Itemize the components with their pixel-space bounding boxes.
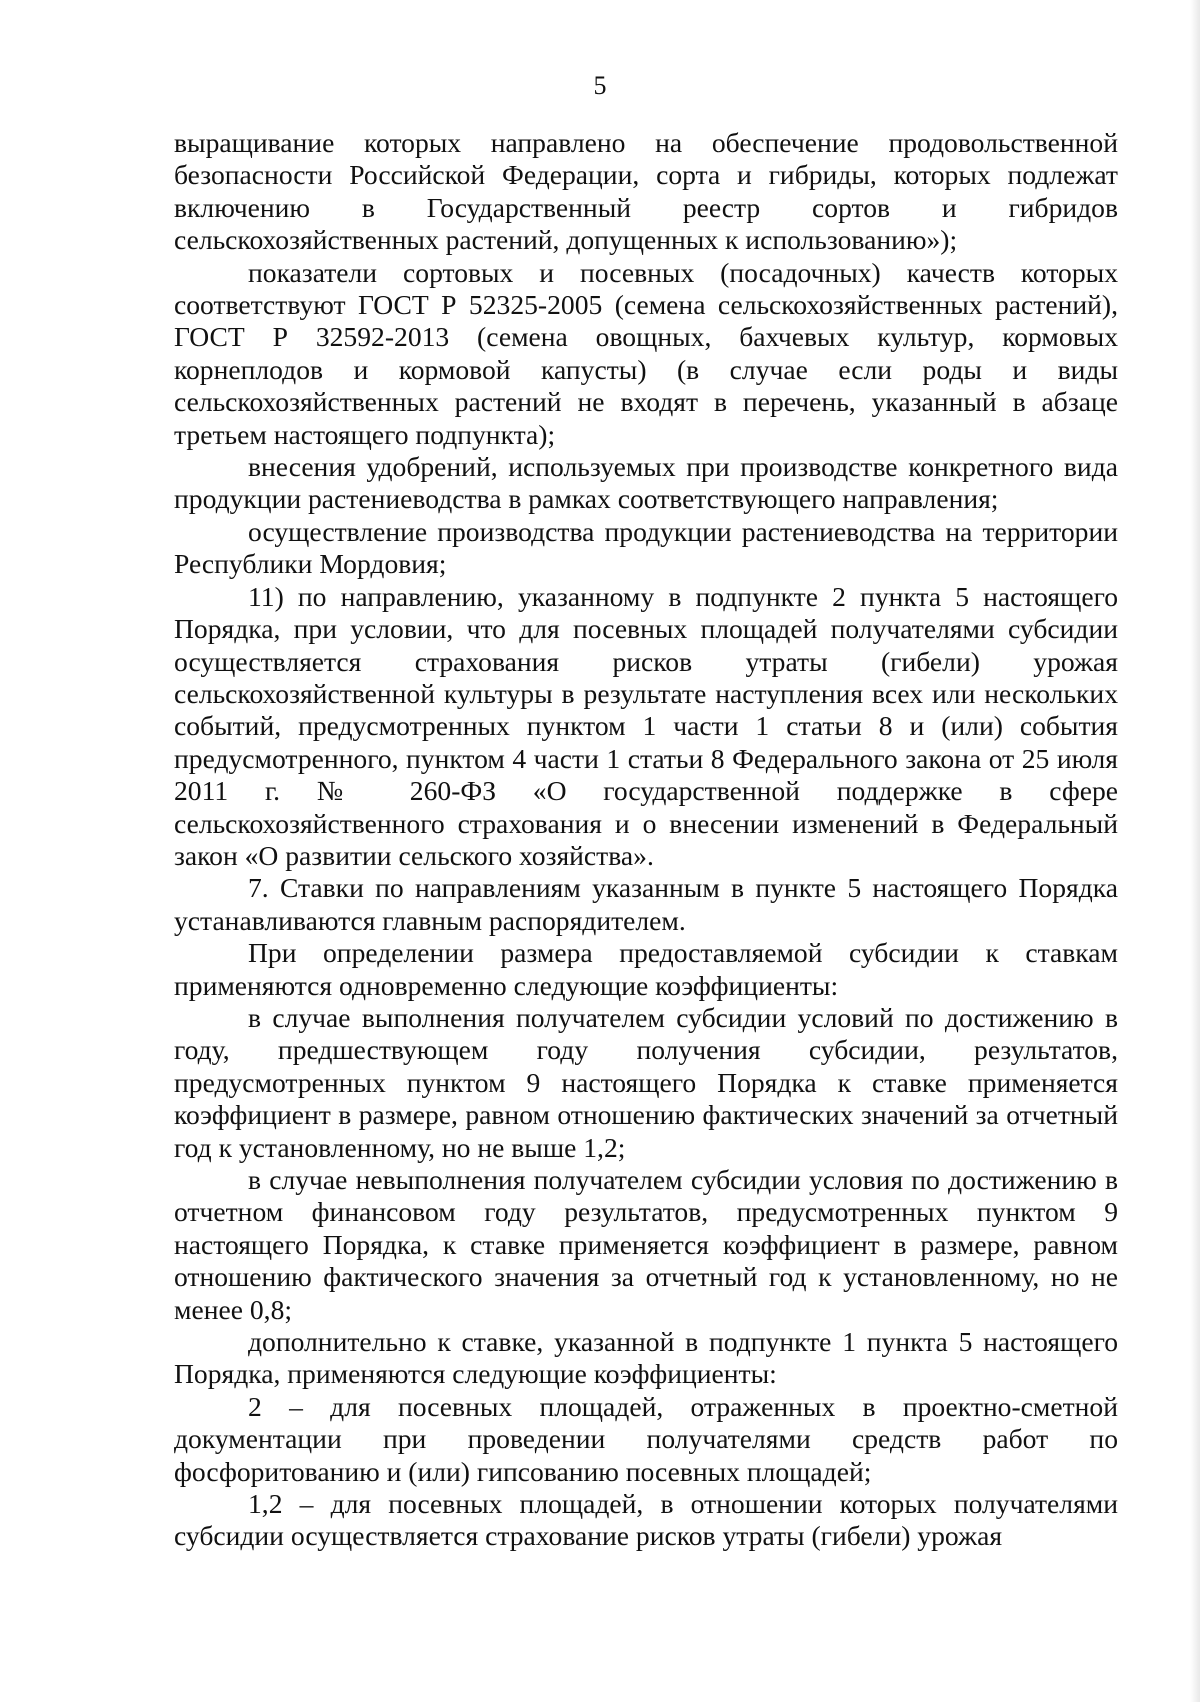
paragraph: показатели сортовых и посевных (посадочных) качеств которых соответствуют ГОСТ Р 52325-2005 (семена сельскохозяйственных растений), ГОСТ Р 32592-2013 (семена овощных, бахчевых культур, кормовых корнеплодов и кормовой капусты) (в случае если роды и виды сельскохозяйственных растений не входят в перечень, указанный в абзаце третьем настоящего подпункта);: [174, 256, 1118, 450]
paragraph: При определении размера предоставляемой субсидии к ставкам применяются одновременно следующие коэффициенты:: [174, 937, 1118, 1001]
paragraph: внесения удобрений, используемых при производстве конкретного вида продукции растениеводства в рамках соответствующего направления;: [174, 451, 1118, 515]
scan-edge-shadow: [1190, 0, 1200, 1702]
paragraph: 1,2 – для посевных площадей, в отношении которых получателями субсидии осуществляется страхование рисков утраты (гибели) урожая: [174, 1488, 1118, 1552]
paragraph: дополнительно к ставке, указанной в подпункте 1 пункта 5 настоящего Порядка, применяются следующие коэффициенты:: [174, 1326, 1118, 1390]
page-number: 5: [593, 71, 607, 100]
paragraph: осуществление производства продукции растениеводства на территории Республики Мордовия;: [174, 515, 1118, 580]
paragraph: в случае невыполнения получателем субсидии условия по достижению в отчетном финансовом году результатов, предусмотренных пунктом 9 настоящего Порядка, к ставке применяется коэффициент в размере, равном отношению фактического значения за отчетный год к установленному, но не менее 0,8;: [174, 1164, 1118, 1325]
paragraph: 11) по направлению, указанному в подпункте 2 пункта 5 настоящего Порядка, при условии, что для посевных площадей получателями субсидии осуществляется страхования рисков утраты (гибели) урожая сельскохозяйственной культуры в результате наступления всех или нескольких событий, предусмотренных пунктом 1 части 1 статьи 8 и (или) события предусмотренного, пунктом 4 части 1 статьи 8 Федерального закона от 25 июля 2011 г. № 260-ФЗ «О государственной поддержке в сфере сельскохозяйственного страхования и о внесении изменений в Федеральный закон «О развитии сельского хозяйства».: [174, 580, 1118, 871]
paragraph: 7. Ставки по направлениям указанным в пункте 5 настоящего Порядка устанавливаются главным распорядителем.: [174, 872, 1118, 936]
document-body: [174, 127, 1118, 1553]
paragraph: в случае выполнения получателем субсидии условий по достижению в году, предшествующем году получения субсидии, результатов, предусмотренных пунктом 9 настоящего Порядка к ставке применяется коэффициент в размере, равном отношению фактических значений за отчетный год к установленному, но не выше 1,2;: [174, 1001, 1118, 1163]
paragraph-continuation: выращивание которых направлено на обеспечение продовольственной безопасности Российской Федерации, сорта и гибриды, которых подлежат включению в Государственный реестр сортов и гибридов сельскохозяйственных растений, допущенных к использованию»);: [174, 127, 1118, 256]
paragraph: 2 – для посевных площадей, отраженных в проектно-сметной документации при проведении получателями средств работ по фосфоритованию и (или) гипсованию посевных площадей;: [174, 1390, 1118, 1487]
